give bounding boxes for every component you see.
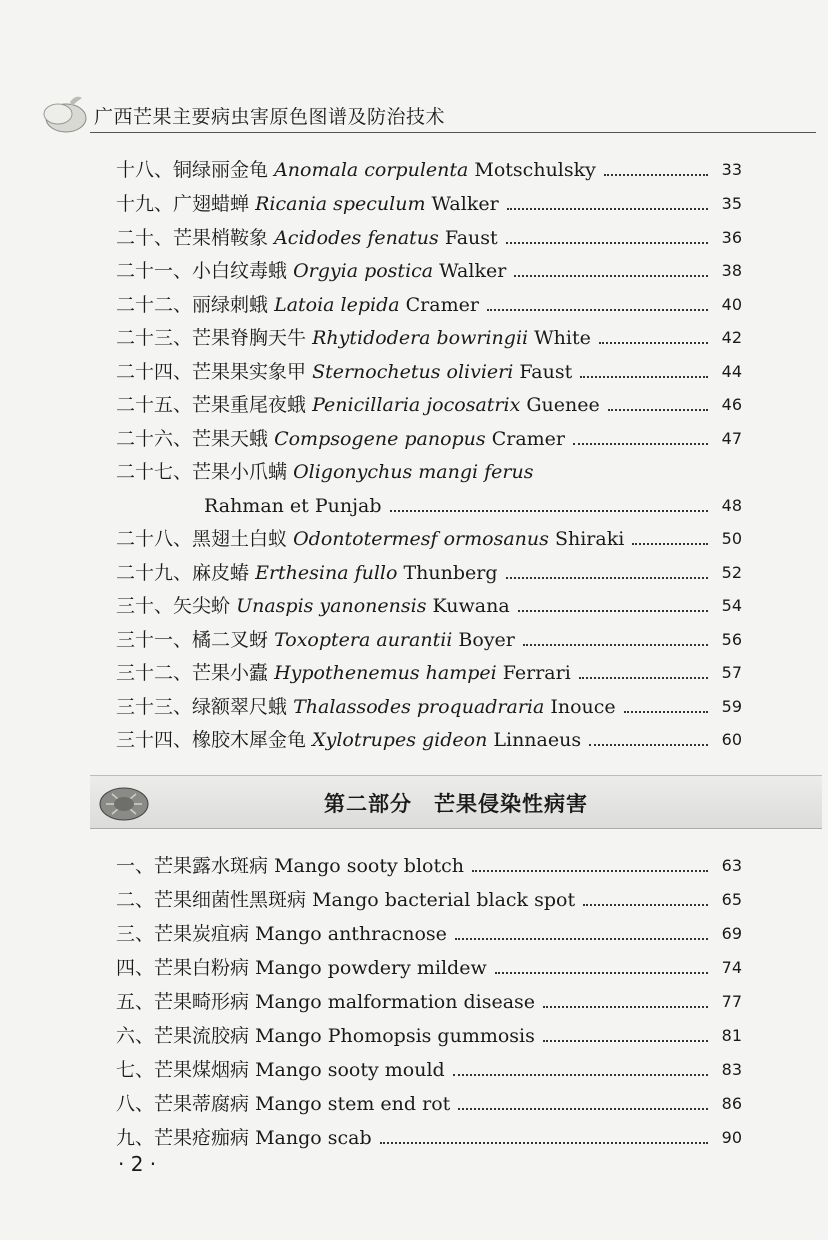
entry-en-name: Mango sooty blotch: [274, 855, 464, 877]
entry-page: 47: [721, 429, 742, 448]
entry-number: 二十七、: [116, 461, 193, 483]
toc-entry[interactable]: [116, 880, 742, 912]
entry-author: Cramer: [405, 294, 479, 316]
entry-number: 三十一、: [116, 629, 193, 651]
entry-number: 三、: [116, 923, 155, 945]
dot-leader: [523, 644, 708, 646]
entry-page: 44: [721, 362, 742, 381]
entry-page: 63: [721, 856, 742, 875]
entry-page: 50: [721, 529, 742, 548]
entry-cn-name: 芒果流胶病: [154, 1025, 250, 1047]
entry-page: 54: [721, 596, 742, 615]
entry-number: 二十六、: [116, 428, 193, 450]
entry-number: 八、: [116, 1093, 155, 1115]
entry-sci-name: Xylotrupes gideon: [312, 729, 488, 751]
entry-en-name: Mango malformation disease: [255, 991, 536, 1013]
toc-entry[interactable]: [116, 948, 742, 980]
entry-cn-name: 芒果白粉病: [154, 957, 250, 979]
entry-sci-name: Oligonychus mangi ferus: [293, 461, 534, 483]
entry-number: 二十八、: [116, 528, 193, 550]
entry-number: 二十、: [116, 227, 174, 249]
entry-cn-name: 丽绿刺蛾: [192, 294, 269, 316]
entry-cn-name: 绿额翠尺蛾: [192, 696, 288, 718]
entry-author: Shiraki: [554, 528, 625, 550]
toc-entry[interactable]: [116, 519, 742, 551]
entry-sci-name: Orgyia postica: [293, 260, 434, 282]
entry-page: 36: [721, 228, 742, 247]
toc-entry[interactable]: [116, 251, 742, 283]
running-header: [36, 92, 816, 142]
toc-entry-continuation[interactable]: [204, 486, 742, 518]
entry-cn-name: 芒果煤烟病: [154, 1059, 250, 1081]
dot-leader: [487, 309, 708, 311]
entry-number: 七、: [116, 1059, 155, 1081]
entry-en-name: Mango powdery mildew: [255, 957, 487, 979]
dot-leader: [543, 1006, 708, 1008]
entry-cn-name: 麻皮蝽: [192, 562, 250, 584]
entry-page: 65: [721, 890, 742, 909]
entry-number: 二十二、: [116, 294, 193, 316]
entry-author: Cramer: [491, 428, 566, 450]
entry-author: White: [534, 327, 591, 349]
dot-leader: [579, 677, 708, 679]
dot-leader: [455, 938, 708, 940]
entry-author: Inouce: [550, 696, 616, 718]
entry-page: 40: [721, 295, 742, 314]
entry-author: Ferrari: [502, 662, 571, 684]
book-title: 广西芒果主要病虫害原色图谱及防治技术: [94, 106, 446, 128]
dot-leader: [495, 972, 708, 974]
entry-cn-name: 芒果细菌性黑斑病: [154, 889, 307, 911]
entry-page: 90: [721, 1128, 742, 1147]
entry-sci-name: Hypothenemus hampei: [274, 662, 497, 684]
entry-author: Walker: [431, 193, 499, 215]
entry-page: 38: [721, 261, 742, 280]
entry-cn-name: 芒果天蛾: [192, 428, 269, 450]
entry-cn-name: 芒果疮痂病: [154, 1127, 250, 1149]
toc-entry[interactable]: [116, 1016, 742, 1048]
entry-number: 二十四、: [116, 361, 193, 383]
entry-number: 二十九、: [116, 562, 193, 584]
dot-leader: [380, 1142, 708, 1144]
entry-author: Kuwana: [432, 595, 510, 617]
entry-number: 二十一、: [116, 260, 193, 282]
dot-leader: [506, 242, 708, 244]
dot-leader: [514, 275, 708, 277]
entry-sci-name: Odontotermesf ormosanus: [293, 528, 549, 550]
entry-sci-name: Latoia lepida: [274, 294, 400, 316]
entry-author: Motschulsky: [474, 159, 596, 181]
entry-number: 三十三、: [116, 696, 193, 718]
dot-leader: [543, 1040, 708, 1042]
entry-page: 86: [721, 1094, 742, 1113]
entry-cn-name: 芒果小蠹: [192, 662, 269, 684]
dot-leader: [518, 610, 708, 612]
entry-cn-name: 芒果蒂腐病: [154, 1093, 250, 1115]
toc-entry[interactable]: [116, 586, 742, 618]
page-number: · 2 ·: [118, 1152, 157, 1176]
entry-number: 十九、: [116, 193, 174, 215]
entry-cn-name: 橡胶木犀金龟: [192, 729, 307, 751]
entry-sci-name: Penicillaria jocosatrix: [312, 394, 521, 416]
dot-leader: [632, 543, 708, 545]
mango-logo-icon: [36, 92, 88, 138]
toc-entry[interactable]: [116, 914, 742, 946]
entry-page: 42: [721, 328, 742, 347]
entry-sci-name: Acidodes fenatus: [274, 227, 439, 249]
entry-cn-name: 芒果梢鞍象: [173, 227, 269, 249]
toc-entry[interactable]: [116, 687, 742, 719]
dot-leader: [453, 1074, 708, 1076]
entry-number: 一、: [116, 855, 155, 877]
entry-en-name: Mango stem end rot: [255, 1093, 451, 1115]
entry-number: 九、: [116, 1127, 155, 1149]
entry-cn-name: 矢尖蚧: [173, 595, 231, 617]
entry-page: 48: [721, 496, 742, 515]
dot-leader: [458, 1108, 708, 1110]
entry-page: 74: [721, 958, 742, 977]
entry-cn-name: 广翅蜡蝉: [173, 193, 250, 215]
toc-entry[interactable]: [116, 720, 742, 752]
entry-page: 33: [721, 160, 742, 179]
toc-entry[interactable]: [116, 1050, 742, 1082]
toc-entry[interactable]: [116, 452, 742, 484]
entry-sci-name: Rhytidodera bowringii: [312, 327, 529, 349]
entry-sci-name: Erthesina fullo: [255, 562, 398, 584]
entry-author: Faust: [444, 227, 498, 249]
entry-author: Linnaeus: [493, 729, 582, 751]
entry-page: 59: [721, 697, 742, 716]
entry-en-name: Mango scab: [255, 1127, 372, 1149]
entry-cn-name: 芒果畸形病: [154, 991, 250, 1013]
header-rule: [90, 132, 816, 133]
entry-sci-name: Unaspis yanonensis: [236, 595, 427, 617]
entry-cn-name: 芒果露水斑病: [154, 855, 269, 877]
entry-author: Thunberg: [403, 562, 498, 584]
dot-leader: [573, 443, 708, 445]
dot-leader: [604, 174, 708, 176]
entry-number: 三十四、: [116, 729, 193, 751]
toc-entry[interactable]: [116, 218, 742, 250]
entry-number: 二十五、: [116, 394, 193, 416]
entry-page: 77: [721, 992, 742, 1011]
entry-page: 83: [721, 1060, 742, 1079]
entry-cn-name: 芒果脊胸天牛: [192, 327, 307, 349]
entry-en-name: Mango Phomopsis gummosis: [255, 1025, 535, 1047]
toc-entry[interactable]: [116, 1118, 742, 1150]
entry-sci-name: Compsogene panopus: [274, 428, 486, 450]
dot-leader: [608, 409, 708, 411]
dot-leader: [580, 376, 708, 378]
entry-page: 35: [721, 194, 742, 213]
toc-entry[interactable]: [116, 1084, 742, 1116]
entry-sci-name: Toxoptera aurantii: [274, 629, 453, 651]
dot-leader: [589, 744, 708, 746]
dot-leader: [390, 510, 709, 512]
dot-leader: [583, 904, 708, 906]
dot-leader: [624, 711, 708, 713]
entry-cn-name: 芒果小爪螨: [192, 461, 288, 483]
entry-cn-name: 橘二叉蚜: [192, 629, 269, 651]
entry-sci-name: Thalassodes proquadraria: [293, 696, 545, 718]
entry-cn-name: 铜绿丽金龟: [173, 159, 269, 181]
toc-entry[interactable]: [116, 184, 742, 216]
entry-page: 69: [721, 924, 742, 943]
entry-number: 十八、: [116, 159, 174, 181]
entry-en-name: Mango sooty mould: [255, 1059, 445, 1081]
entry-number: 三十二、: [116, 662, 193, 684]
entry-sci-name: Ricania speculum: [255, 193, 426, 215]
entry-page: 46: [721, 395, 742, 414]
entry-author: Boyer: [458, 629, 515, 651]
entry-author: Faust: [519, 361, 573, 383]
entry-number: 五、: [116, 991, 155, 1013]
entry-page: 56: [721, 630, 742, 649]
entry-number: 四、: [116, 957, 155, 979]
entry-number: 三十、: [116, 595, 174, 617]
entry-cn-name: 芒果重尾夜蛾: [192, 394, 307, 416]
entry-author: Guenee: [526, 394, 600, 416]
toc-entry[interactable]: [116, 150, 742, 182]
toc-entry[interactable]: [116, 982, 742, 1014]
section-title: 第二部分 芒果侵染性病害: [324, 792, 588, 816]
toc-entry[interactable]: [116, 385, 742, 417]
entry-sci-name: Sternochetus olivieri: [312, 361, 514, 383]
entry-author: Rahman et Punjab: [204, 495, 382, 517]
entry-cn-name: 小白纹毒蛾: [192, 260, 288, 282]
dot-leader: [599, 342, 708, 344]
entry-number: 二十三、: [116, 327, 193, 349]
entry-en-name: Mango bacterial black spot: [312, 889, 576, 911]
entry-page: 57: [721, 663, 742, 682]
entry-page: 81: [721, 1026, 742, 1045]
toc-entry[interactable]: [116, 846, 742, 878]
dot-leader: [507, 208, 708, 210]
entry-author: Walker: [439, 260, 507, 282]
entry-sci-name: Anomala corpulenta: [274, 159, 469, 181]
entry-cn-name: 黑翅土白蚁: [192, 528, 288, 550]
entry-page: 60: [721, 730, 742, 749]
dot-leader: [506, 577, 708, 579]
toc-entry[interactable]: [116, 419, 742, 451]
entry-cn-name: 芒果炭疽病: [154, 923, 250, 945]
dot-leader: [472, 870, 708, 872]
toc-entry[interactable]: [116, 318, 742, 350]
entry-cn-name: 芒果果实象甲: [192, 361, 307, 383]
toc-entry[interactable]: [116, 620, 742, 652]
toc-entry[interactable]: [116, 352, 742, 384]
entry-number: 二、: [116, 889, 155, 911]
toc-entry[interactable]: [116, 553, 742, 585]
entry-page: 52: [721, 563, 742, 582]
entry-en-name: Mango anthracnose: [255, 923, 447, 945]
toc-entry[interactable]: [116, 285, 742, 317]
entry-number: 六、: [116, 1025, 155, 1047]
section-heading: [90, 775, 822, 829]
toc-entry[interactable]: [116, 653, 742, 685]
